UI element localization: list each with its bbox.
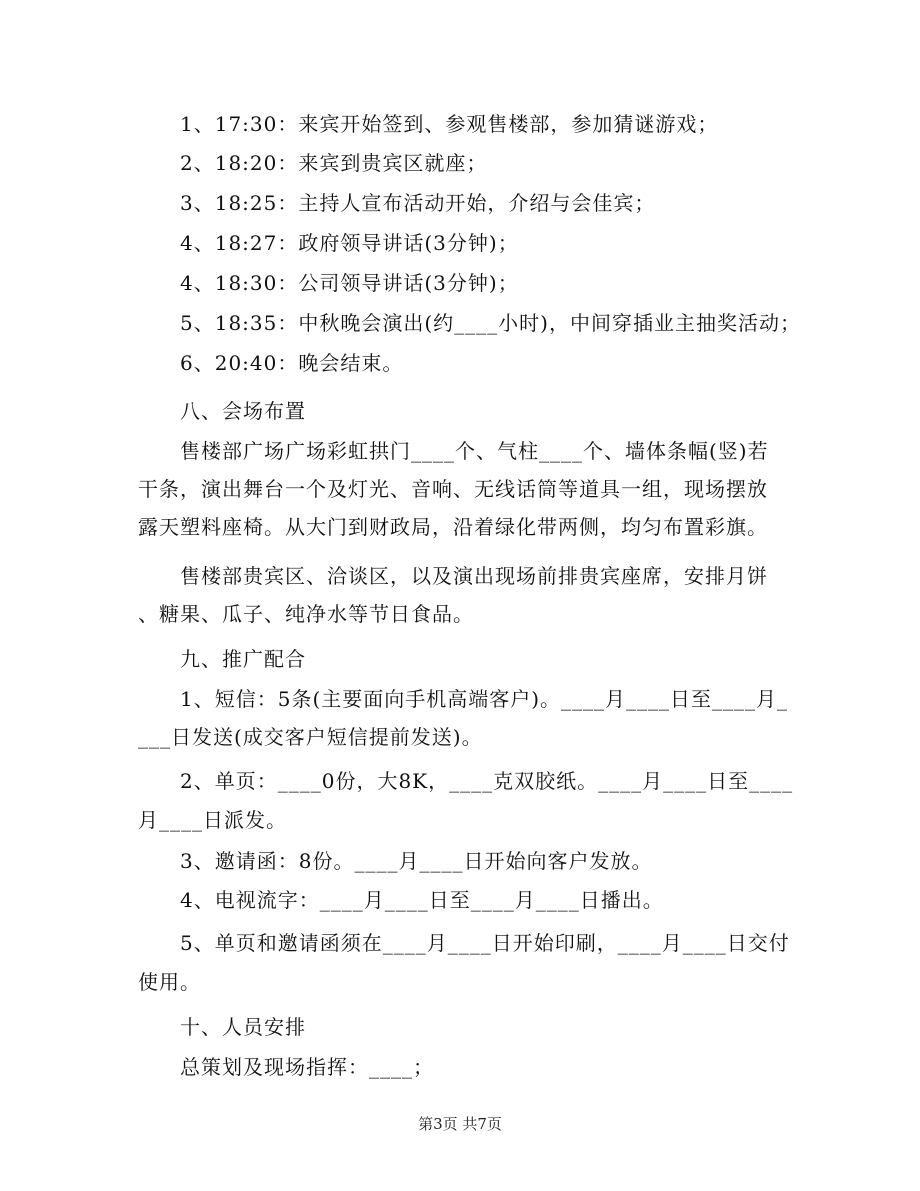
promotion-item-2-line-2: 月____日派发。 xyxy=(138,808,287,832)
page-number-footer: 第3页 共7页 xyxy=(418,1115,502,1133)
schedule-item-2: 2、18:20：来宾到贵宾区就座； xyxy=(180,151,488,175)
promotion-item-3: 3、邀请函：8份。____月____日开始向客户发放。 xyxy=(180,849,653,873)
venue-paragraph-2-line-2: 、糖果、瓜子、纯净水等节日食品。 xyxy=(138,602,474,626)
venue-paragraph-1-line-1: 售楼部广场广场彩虹拱门____个、气柱____个、墙体条幅(竖)若 xyxy=(180,439,769,463)
promotion-item-5-line-2: 使用。 xyxy=(138,970,201,994)
venue-paragraph-2-line-1: 售楼部贵宾区、洽谈区，以及演出现场前排贵宾座席，安排月饼 xyxy=(180,564,768,588)
section-heading-staffing: 十、人员安排 xyxy=(180,1015,306,1039)
schedule-item-4: 4、18:27：政府领导讲话(3分钟)； xyxy=(180,231,519,255)
staffing-item-1: 总策划及现场指挥：____； xyxy=(180,1055,434,1079)
promotion-item-2-line-1: 2、单页：____0份，大8K，____克双胶纸。____月____日至____ xyxy=(180,769,794,793)
promotion-item-1-line-2: ___日发送(成交客户短信提前发送)。 xyxy=(138,725,483,749)
schedule-item-1: 1、17:30：来宾开始签到、参观售楼部，参加猜谜游戏； xyxy=(180,112,719,136)
venue-paragraph-1-line-3: 露天塑料座椅。从大门到财政局，沿着绿化带两侧，均匀布置彩旗。 xyxy=(138,515,768,539)
venue-paragraph-1-line-2: 干条，演出舞台一个及灯光、音响、无线话筒等道具一组，现场摆放 xyxy=(138,477,768,501)
section-heading-promotion: 九、推广配合 xyxy=(180,647,306,671)
promotion-item-5-line-1: 5、单页和邀请函须在____月____日开始印刷，____月____日交付 xyxy=(180,931,790,955)
schedule-item-6: 5、18:35：中秋晚会演出(约____小时)，中间穿插业主抽奖活动； xyxy=(180,311,801,335)
promotion-item-1-line-1: 1、短信：5条(主要面向手机高端客户)。____月____日至____月_ xyxy=(180,687,789,711)
schedule-item-3: 3、18:25：主持人宣布活动开始，介绍与会佳宾； xyxy=(180,191,656,215)
section-heading-venue: 八、会场布置 xyxy=(180,399,306,423)
schedule-item-7: 6、20:40：晚会结束。 xyxy=(180,351,404,375)
promotion-item-4: 4、电视流字：____月____日至____月____日播出。 xyxy=(180,888,664,912)
schedule-item-5: 4、18:30：公司领导讲话(3分钟)； xyxy=(180,271,519,295)
